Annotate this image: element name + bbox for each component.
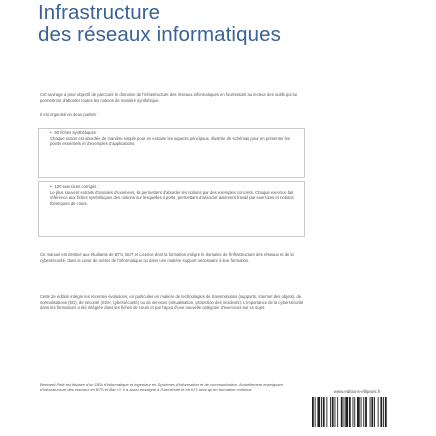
- barcode-bar: [385, 397, 387, 427]
- barcode-bar: [337, 397, 338, 427]
- barcode-bar: [323, 397, 325, 427]
- barcode-bar: [357, 397, 360, 427]
- bullet-fiches-desc: Chaque notion est abordée de manière simple pour en extraire les aspects principaux, illustrée de schémas pour en présenter les points essentiels et d'exemples d'applications.: [50, 135, 290, 146]
- barcode-bar: [345, 397, 348, 427]
- barcode-bar: [315, 397, 316, 427]
- barcode-bar: [361, 397, 362, 427]
- barcode-bar: [330, 397, 331, 427]
- barcode-bar: [326, 397, 327, 427]
- bullet-exercices-title: 100 exercices corrigés :: [54, 184, 99, 189]
- barcode-bar: [341, 397, 343, 427]
- intro-paragraph: Cet ouvrage a pour objectif de parcourir le domaine de l'infrastructure des réseaux informatiques en fournissant au lecteur des outils qui lui permettront d'aborder toutes les notions de manière synthétique.: [40, 92, 297, 103]
- barcode-image: [304, 395, 412, 431]
- edition-paragraph: Cette 2e édition intègre les récentes évolutions, en particulier en matière de technologies de transmissions (supports, Internet des objets), de normalisations (5G), de sécurité (SSH, cybersécurité) ou de services (virtualisation, protection des incidents). L'importance de la cybersécurité dans les formations a été intégrée dans les fiches de cours et par l'ajout d'une nouvelle catégorie d'exercices sur ce sujet.: [40, 294, 304, 310]
- title-line-1: Infrastructure: [38, 1, 161, 24]
- barcode-bar: [370, 397, 371, 427]
- barcode-bar: [371, 397, 373, 427]
- barcode-bar: [374, 397, 375, 427]
- bullet-fiches-title: 50 fiches synthétiques :: [54, 130, 99, 135]
- barcode-bar: [312, 397, 314, 427]
- bullet-exercices-desc: Le plus souvent extraits d'annales d'examens, ils permettent d'aborder les notions par des exemples concrets. Chaque exercice fait référence aux fiches synthétiques des notions sur lesquelles il porte, permettant d'associer aisément travail par exercices et notions théoriques de cours.: [50, 189, 294, 206]
- bullet-exercices: [50, 184, 302, 206]
- barcode-bar: [378, 397, 379, 427]
- audience-paragraph: Ce manuel est destiné aux étudiants de BTS, BUT et Licence dont la formation intègre le domaine de l'infrastructure des réseaux et de la cybersécurité, dans le cœur de métier de l'informatique ou dans une matière support nécessaire à leur formation.: [40, 252, 294, 263]
- barcode-bar: [344, 397, 345, 427]
- bullet-dot-icon: •: [50, 130, 52, 135]
- cover-title: [38, 2, 418, 46]
- barcode-bar: [365, 397, 367, 427]
- organization-paragraph: Il est organisé en deux parties :: [40, 112, 99, 117]
- barcode-bar: [380, 397, 382, 427]
- barcode-bar: [383, 397, 384, 427]
- bullet-fiches: [50, 130, 302, 147]
- barcode-bar: [363, 397, 364, 427]
- barcode-bar: [317, 397, 320, 427]
- barcode-bar: [321, 397, 322, 427]
- barcode-bar: [335, 397, 336, 427]
- publisher-website: www.editions-ellipses.fr: [333, 389, 381, 394]
- barcode-bar: [349, 397, 351, 427]
- title-line-2: des réseaux informatiques: [38, 23, 281, 46]
- barcode-bar: [354, 397, 355, 427]
- barcode-bar: [353, 397, 354, 427]
- author-bio: Bertrand Petit est titulaire d'un DEA d'informatique et ingénieur en Systèmes d'information et de communication. Actuellement enseignant d'infrastructure des réseaux en BTS et Bac+3. Il a aussi enseigné à l'Université et en IUT ainsi qu'en formation continue.: [40, 382, 283, 393]
- bullet-dot-icon: •: [50, 184, 52, 189]
- barcode-bar: [332, 397, 334, 427]
